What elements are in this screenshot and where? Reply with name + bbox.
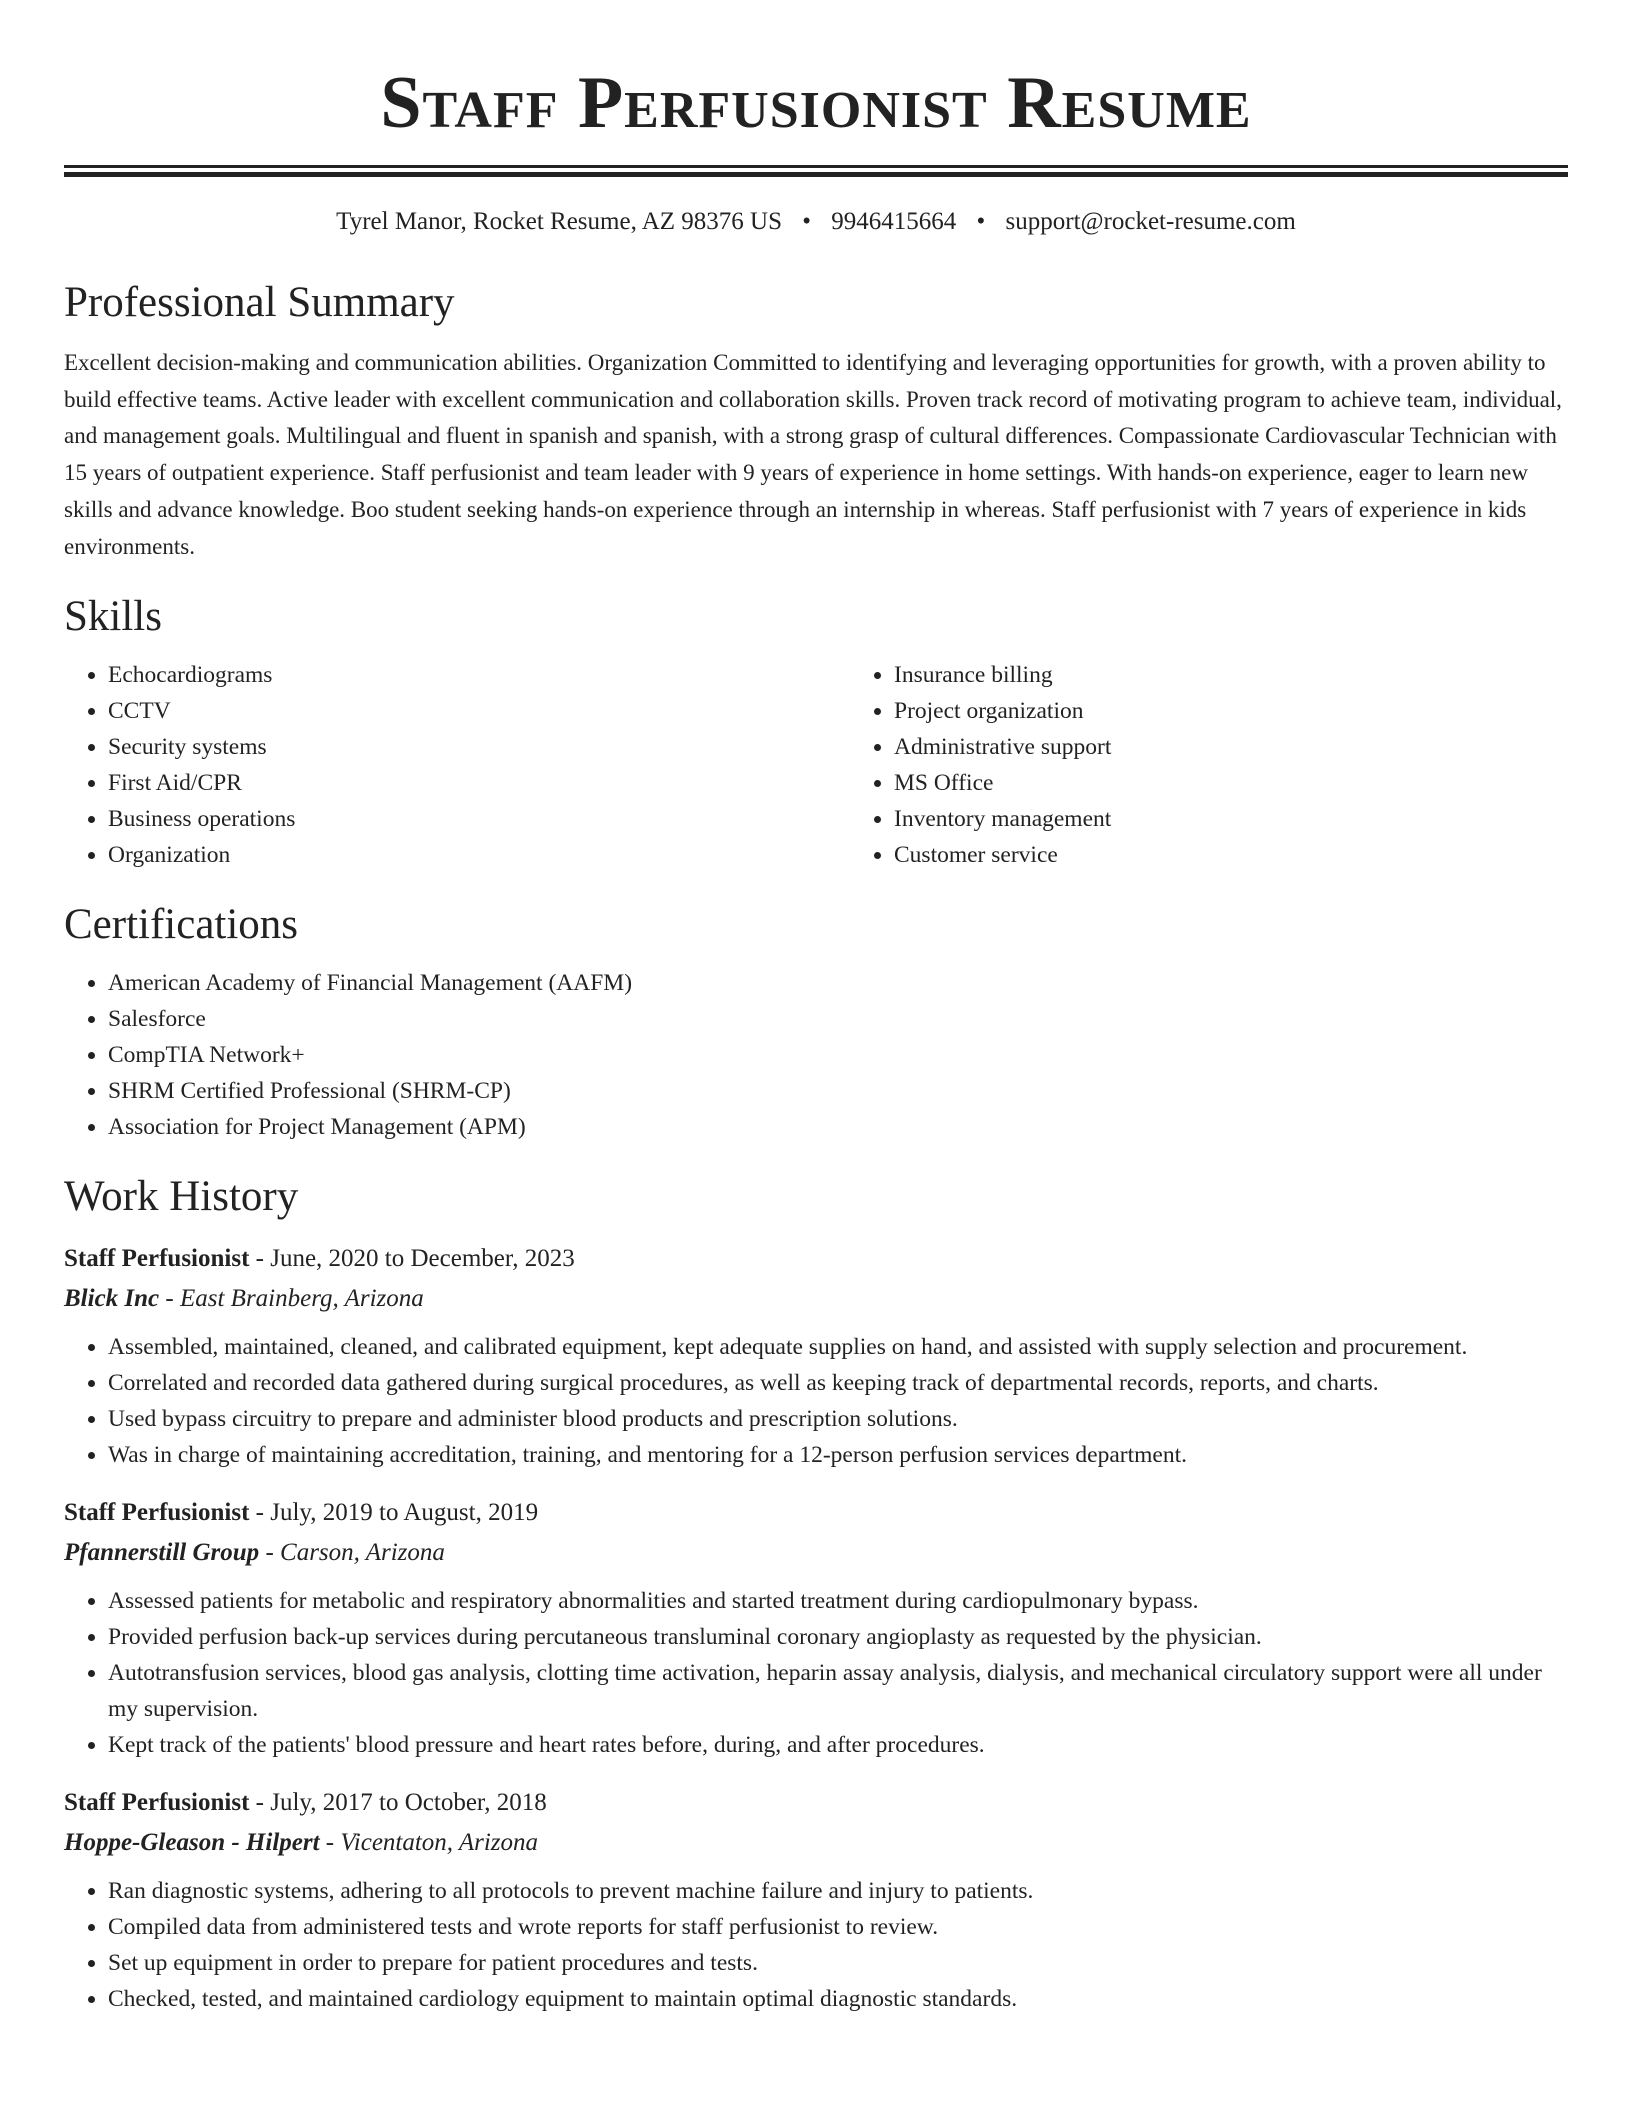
certification-item: • American Academy of Financial Management (AAFM): [108, 965, 1568, 1001]
skills-column-right: [850, 657, 1568, 873]
job-header: Staff Perfusionist - July, 2017 to October, 2018: [64, 1789, 547, 1817]
job-bullets: [64, 1583, 1568, 1763]
certification-item: • SHRM Certified Professional (SHRM-CP): [108, 1073, 1568, 1109]
certification-item: • Association for Project Management (APM): [108, 1109, 1568, 1145]
job-dates: July, 2019 to August, 2019: [270, 1499, 539, 1527]
summary-text: Excellent decision-making and communication abilities. Organization Committed to identifying and leveraging opportunities for growth, with a proven ability to build effective teams. Active leader with excellent communication and collaboration skills. Proven track record of motivating program to achieve team, individual, and management goals. Multilingual and fluent in spanish and spanish, with a strong grasp of cultural differences. Compassionate Cardiovascular Technician with 15 years of outpatient experience. Staff perfusionist and team leader with 9 years of experience in home settings. With hands-on experience, eager to learn new skills and advance knowledge. Boo student seeking hands-on experience through an internship in whereas. Staff perfusionist with 7 years of experience in kids environments.: [64, 350, 1562, 559]
contact-separator: •: [802, 208, 811, 235]
job-bullets: [64, 1329, 1568, 1473]
job-employer: Blick Inc - East Brainberg, Arizona: [64, 1285, 424, 1313]
job-employer: Hoppe-Gleason - Hilpert - Vicentaton, Arizona: [64, 1829, 539, 1857]
job-company: Hoppe-Gleason - Hilpert: [64, 1829, 320, 1857]
skills-list: [64, 657, 1568, 873]
title-rule-bottom: [64, 172, 1568, 177]
skill-item: • Project organization: [894, 693, 1568, 729]
resume-title: Staff Perfusionist Resume: [380, 62, 1252, 144]
skill-item: • Customer service: [894, 837, 1568, 873]
skill-item: • Inventory management: [894, 801, 1568, 837]
job-employer: Pfannerstill Group - Carson, Arizona: [64, 1539, 445, 1567]
contact-phone: 9946415664: [831, 208, 957, 235]
job-role: Staff Perfusionist: [64, 1245, 250, 1273]
job-bullet: • Ran diagnostic systems, adhering to all protocols to prevent machine failure and injury to patients.: [108, 1873, 1568, 1909]
skills-heading: Skills: [64, 593, 162, 641]
job-location: Carson, Arizona: [280, 1539, 445, 1567]
job-company: Blick Inc: [64, 1285, 160, 1313]
job-bullets: [64, 1873, 1568, 2017]
summary-heading: Professional Summary: [64, 279, 455, 326]
job-bullet: • Assessed patients for metabolic and respiratory abnormalities and started treatment during cardiopulmonary bypass.: [108, 1583, 1568, 1619]
certifications-list: [64, 965, 1568, 1145]
contact-line: [64, 205, 1568, 239]
job-entry: [64, 1241, 1568, 1473]
job-bullet: • Set up equipment in order to prepare for patient procedures and tests.: [108, 1945, 1568, 1981]
job-location: Vicentaton, Arizona: [340, 1829, 539, 1857]
job-header: Staff Perfusionist - July, 2019 to August, 2019: [64, 1499, 539, 1527]
job-role: Staff Perfusionist: [64, 1499, 250, 1527]
work-history-heading: Work History: [64, 1173, 299, 1221]
skill-item: • Organization: [108, 837, 850, 873]
contact-email: support@rocket-resume.com: [1005, 208, 1296, 235]
certification-item: • CompTIA Network+: [108, 1037, 1568, 1073]
job-bullet: • Checked, tested, and maintained cardiology equipment to maintain optimal diagnostic standards.: [108, 1981, 1568, 2017]
job-bullet: • Correlated and recorded data gathered during surgical procedures, as well as keeping track of departmental records, reports, and charts.: [108, 1365, 1568, 1401]
job-header: Staff Perfusionist - June, 2020 to December, 2023: [64, 1245, 575, 1273]
job-dates: July, 2017 to October, 2018: [270, 1789, 547, 1817]
job-role: Staff Perfusionist: [64, 1789, 250, 1817]
job-bullet: • Provided perfusion back-up services during percutaneous transluminal coronary angioplasty as requested by the physician.: [108, 1619, 1568, 1655]
skill-item: • Business operations: [108, 801, 850, 837]
job-dates: June, 2020 to December, 2023: [270, 1245, 575, 1273]
skill-item: • Security systems: [108, 729, 850, 765]
skill-item: • Echocardiograms: [108, 657, 850, 693]
job-bullet: • Assembled, maintained, cleaned, and calibrated equipment, kept adequate supplies on hand, and assisted with supply selection and procurement.: [108, 1329, 1568, 1365]
job-bullet: • Autotransfusion services, blood gas analysis, clotting time activation, heparin assay analysis, dialysis, and mechanical circulatory support were all under my supervision.: [108, 1655, 1568, 1727]
skill-item: • First Aid/CPR: [108, 765, 850, 801]
contact-address: Tyrel Manor, Rocket Resume, AZ 98376 US: [336, 208, 782, 235]
job-company: Pfannerstill Group: [64, 1539, 260, 1567]
skill-item: • CCTV: [108, 693, 850, 729]
job-entry: [64, 1785, 1568, 2017]
contact-separator: •: [976, 208, 986, 235]
certifications-heading: Certifications: [64, 901, 299, 949]
skill-item: • Insurance billing: [894, 657, 1568, 693]
skills-column-left: [64, 657, 850, 873]
job-bullet: • Was in charge of maintaining accreditation, training, and mentoring for a 12-person perfusion services department.: [108, 1437, 1568, 1473]
skill-item: • MS Office: [894, 765, 1568, 801]
job-bullet: • Kept track of the patients' blood pressure and heart rates before, during, and after procedures.: [108, 1727, 1568, 1763]
skill-item: • Administrative support: [894, 729, 1568, 765]
job-location: East Brainberg, Arizona: [179, 1285, 424, 1313]
job-entry: [64, 1495, 1568, 1763]
certification-item: • Salesforce: [108, 1001, 1568, 1037]
job-bullet: • Used bypass circuitry to prepare and administer blood products and prescription solutions.: [108, 1401, 1568, 1437]
job-bullet: • Compiled data from administered tests and wrote reports for staff perfusionist to review.: [108, 1909, 1568, 1945]
